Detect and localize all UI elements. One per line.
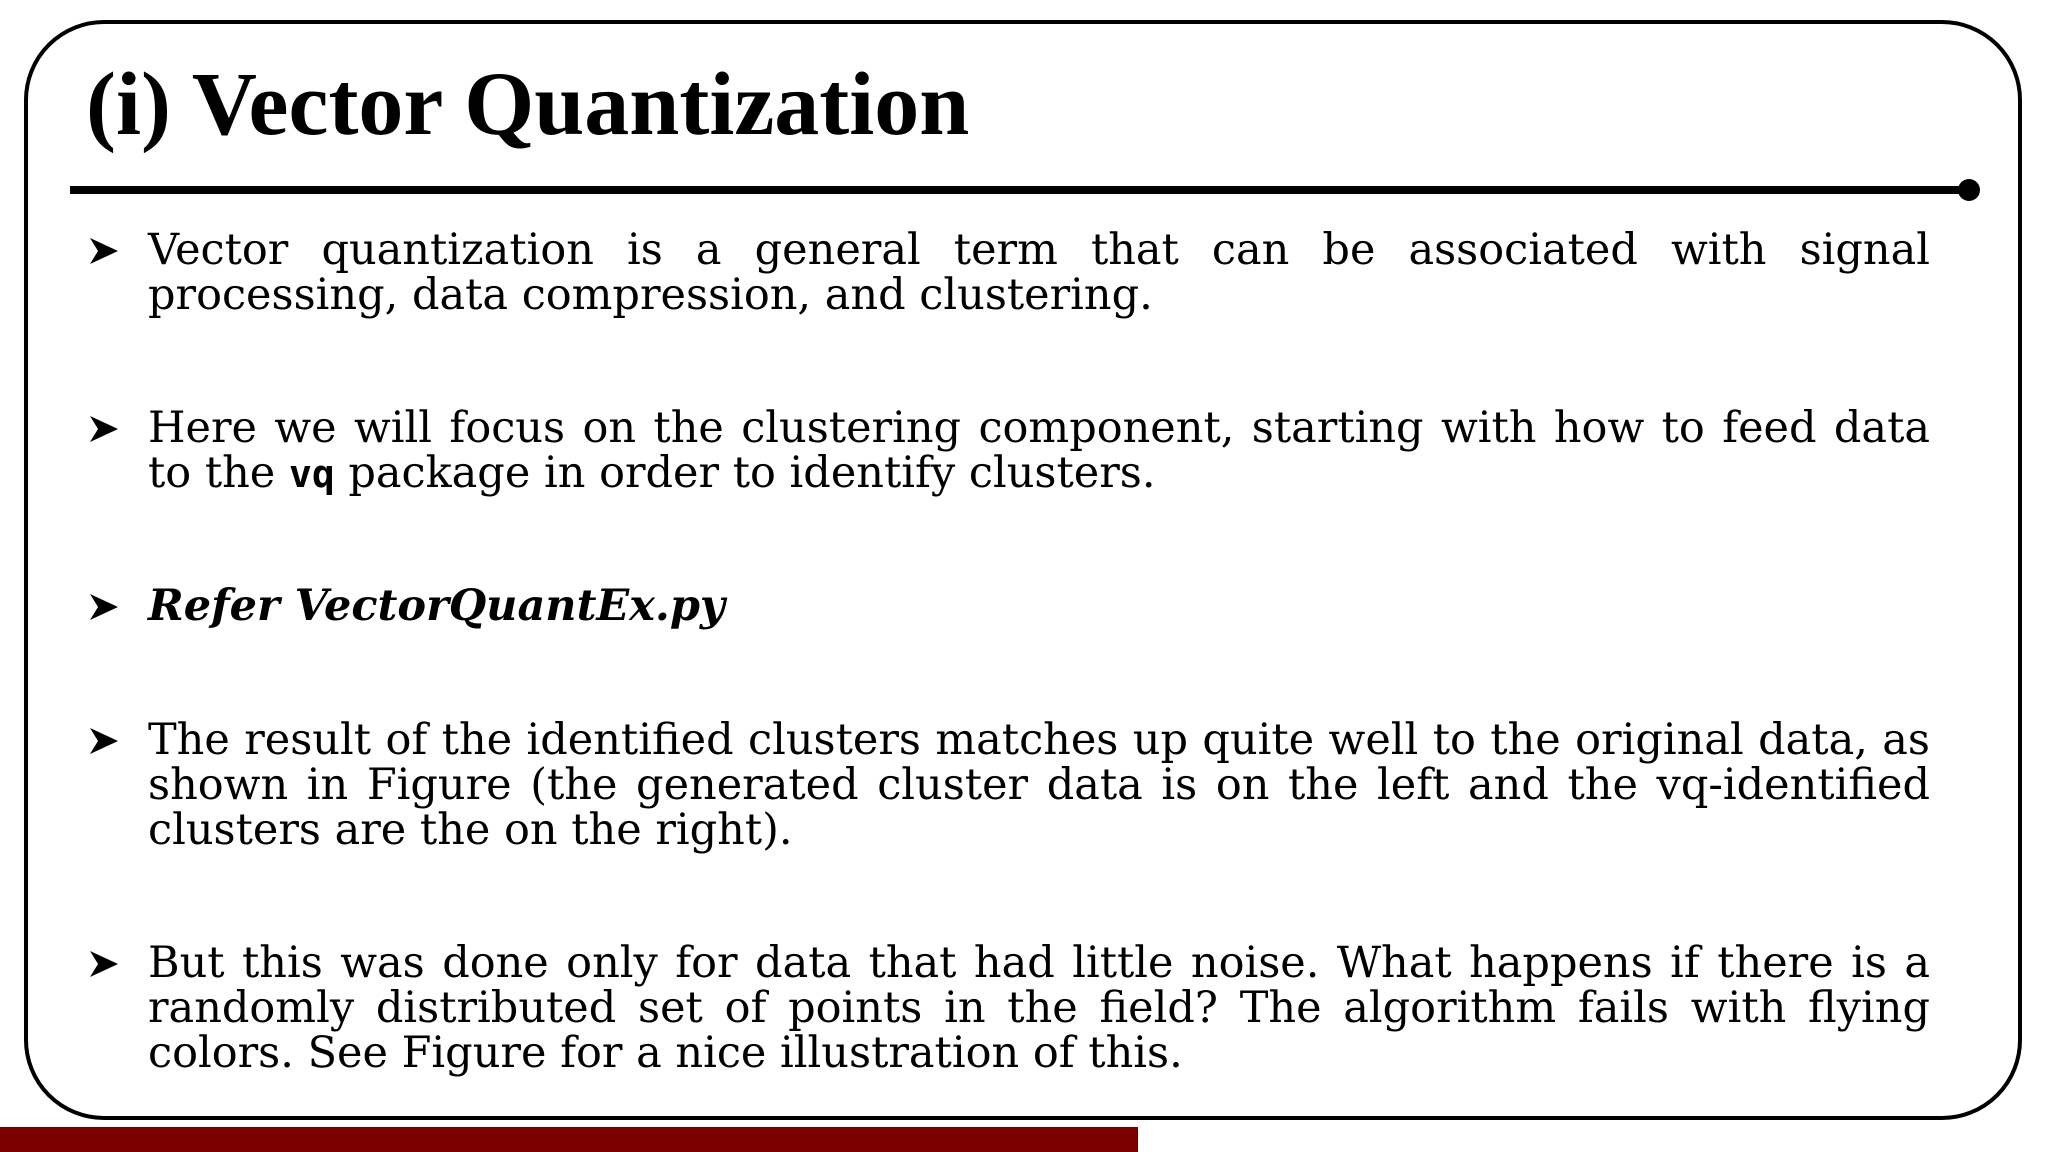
inline-code: vq — [288, 452, 335, 496]
bullet-text: Vector quantization is a general term that can be associated with signal processing, data compression, and clustering. — [148, 225, 1930, 320]
list-item — [86, 225, 1930, 320]
bullet-text-before-code: Here we will focus on the clustering component, starting with how to feed data to the — [148, 403, 1930, 498]
arrowhead-bullet-icon — [86, 406, 122, 452]
slide-title: (i) Vector Quantization — [86, 55, 970, 154]
file-reference: Refer VectorQuantEx.py — [148, 581, 725, 631]
bullet-text-after-code: package in order to identify clusters. — [334, 448, 1156, 498]
list-item — [86, 403, 1930, 498]
list-item — [86, 938, 1930, 1078]
bullet-text: The result of the identified clusters matches up quite well to the original data, as shown in Figure (the generated cluster data is on the left and the vq-identified clusters are the on the right). — [148, 715, 1930, 855]
bullet-text — [148, 403, 1930, 498]
arrowhead-bullet-icon — [86, 718, 122, 764]
arrowhead-bullet-icon — [86, 228, 122, 274]
title-rule — [70, 186, 1970, 194]
arrowhead-bullet-icon — [86, 941, 122, 987]
title-rule-end-dot — [1958, 179, 1980, 201]
list-item — [86, 715, 1930, 855]
list-item — [86, 581, 1930, 631]
bullet-text: But this was done only for data that had little noise. What happens if there is a randomly distributed set of points in the field? The algorithm fails with flying colors. See Figure for a nice illustration of this. — [148, 938, 1930, 1078]
arrowhead-bullet-icon — [86, 584, 122, 630]
footer-bar — [0, 1127, 1138, 1152]
